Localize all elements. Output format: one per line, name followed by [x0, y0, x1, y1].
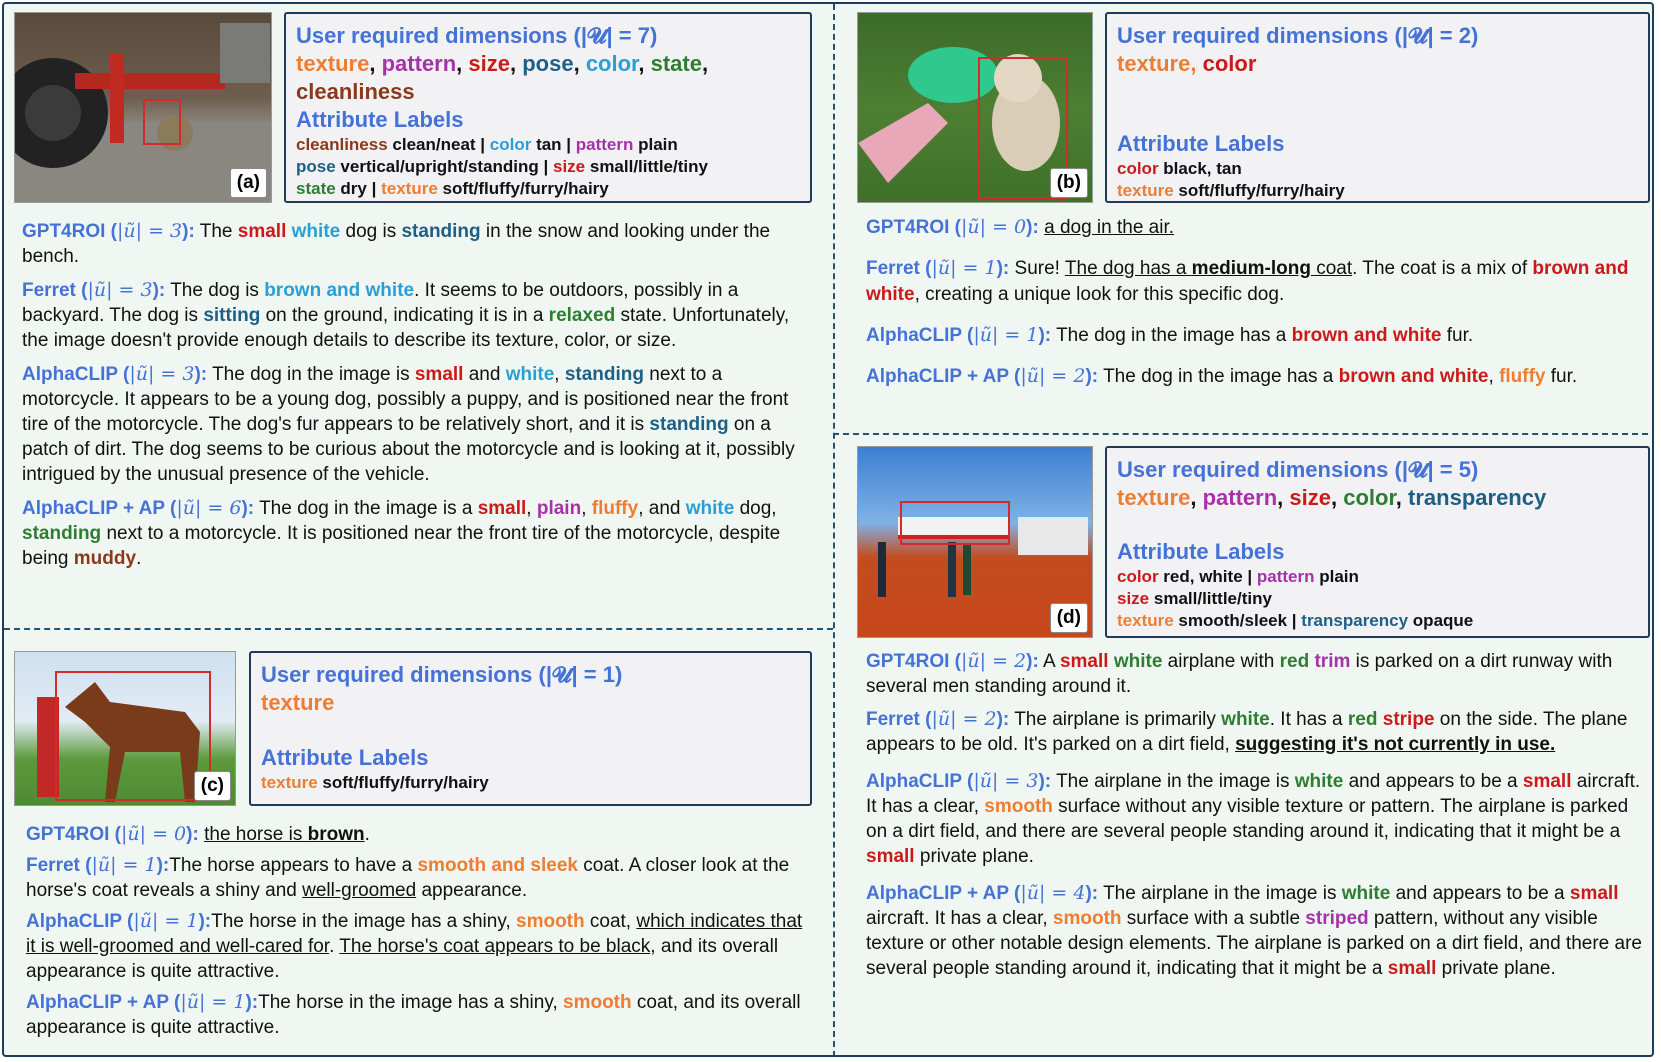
response-alphaclip-ap: AlphaCLIP + AP (|ũ| = 1):The horse in the image has a shiny, smooth coat, and its overall appearance is quite attractive.: [26, 991, 801, 1038]
bounding-box: [55, 671, 211, 801]
attr-line: pose vertical/upright/standing | size small/little/tiny: [296, 157, 708, 176]
responses-b: [866, 214, 1644, 399]
response-gpt4roi: GPT4ROI (|ũ| = 2): A small white airplane with red trim is parked on a dirt runway with several men standing around it.: [866, 650, 1613, 697]
panel-label-b: (b): [1050, 168, 1088, 198]
response-ferret: Ferret (|ũ| = 2): The airplane is primarily white. It has a red stripe on the side. The plane appears to be old. It's parked on a dirt field, suggesting it's not currently in use.: [866, 708, 1628, 755]
urd-heading: User required dimensions (|𝓤| = 7): [296, 23, 658, 48]
panel-label-c: (c): [194, 771, 231, 801]
bounding-box: [900, 501, 1010, 545]
attr-heading: Attribute Labels: [261, 745, 429, 770]
info-box-d: [1105, 446, 1650, 638]
responses-d: [866, 649, 1644, 990]
horizontal-divider-right: [833, 433, 1654, 435]
panel-label-a: (a): [230, 168, 267, 198]
response-ferret: Ferret (|ũ| = 3): The dog is brown and white. It seems to be outdoors, possibly in a backyard. The dog is sitting on the ground, indicating it is in a relaxed state. Unfortunately, the image doesn't provide enough details to describe its texture, color, or size.: [22, 279, 790, 351]
attr-line: color black, tan: [1117, 159, 1242, 178]
info-box-a: [284, 12, 812, 203]
attr-line: color red, white | pattern plain: [1117, 567, 1359, 586]
responses-c: [26, 822, 816, 1049]
response-ferret: Ferret (|ũ| = 1): Sure! The dog has a medium-long coat. The coat is a mix of brown and white, creating a unique look for this specific dog.: [866, 257, 1629, 305]
response-alphaclip: AlphaCLIP (|ũ| = 1):The horse in the image has a shiny, smooth coat, which indicates that it is well-groomed and well-cared for. The horse's coat appears to be black, and its overall appearance is quite attractive.: [26, 910, 803, 982]
attr-line: texture soft/fluffy/furry/hairy: [1117, 181, 1345, 200]
dims-list: texture, color: [1117, 51, 1257, 76]
response-alphaclip-ap: AlphaCLIP + AP (|ũ| = 4): The airplane in the image is white and appears to be a small aircraft. It has a clear, smooth surface with a subtle striped pattern, without any visible texture or other notable design elements. The airplane is parked on a dirt field, and there are several people standing around it, indicating that it might be a small private plane.: [866, 882, 1642, 979]
response-alphaclip-ap: AlphaCLIP + AP (|ũ| = 6): The dog in the image is a small, plain, fluffy, and white dog, standing next to a motorcycle. It is positioned near the front tire of the motorcycle, despite being muddy.: [22, 497, 781, 569]
dims-list: texture, pattern, size, pose, color, state, cleanliness: [296, 51, 709, 104]
urd-heading: User required dimensions (|𝓤| = 1): [261, 662, 623, 687]
photo-dog-frisbee: [857, 12, 1093, 203]
horizontal-divider-left: [4, 628, 833, 630]
dims-list: texture, pattern, size, color, transparency: [1117, 485, 1547, 510]
response-gpt4roi: GPT4ROI (|ũ| = 0): a dog in the air.: [866, 216, 1175, 238]
panel-label-d: (d): [1050, 603, 1088, 633]
info-box-c: [249, 651, 812, 806]
bounding-box: [143, 99, 181, 145]
info-box-b: [1105, 12, 1650, 203]
attr-line: state dry | texture soft/fluffy/furry/hairy: [296, 179, 609, 198]
photo-dog-motorcycle: [14, 12, 272, 203]
photo-horse: [14, 651, 236, 806]
response-alphaclip: AlphaCLIP (|ũ| = 3): The dog in the image is small and white, standing next to a motorcycle. It appears to be a young dog, possibly a puppy, and is positioned near the front tire of the motorcycle. The dog's fur appears to be relatively short, and it is standing on a patch of dirt. The dog seems to be curious about the motorcycle and is looking at it, possibly intrigued by the unusual presence of the vehicle.: [22, 363, 795, 485]
response-ferret: Ferret (|ũ| = 1):The horse appears to have a smooth and sleek coat. A closer look at the horse's coat reveals a shiny and well-groomed appearance.: [26, 854, 790, 901]
response-alphaclip: AlphaCLIP (|ũ| = 1): The dog in the image has a brown and white fur.: [866, 324, 1474, 346]
attr-line: cleanliness clean/neat | color tan | pattern plain: [296, 135, 678, 154]
response-alphaclip-ap: AlphaCLIP + AP (|ũ| = 2): The dog in the image has a brown and white, fluffy fur.: [866, 365, 1578, 387]
dims-list: texture: [261, 690, 335, 715]
attr-line: texture soft/fluffy/furry/hairy: [261, 773, 489, 792]
response-gpt4roi: GPT4ROI (|ũ| = 3): The small white dog is standing in the snow and looking under the bench.: [22, 220, 771, 267]
urd-heading: User required dimensions (|𝓤| = 2): [1117, 23, 1479, 48]
attr-line: size small/little/tiny: [1117, 589, 1272, 608]
urd-heading: User required dimensions (|𝓤| = 5): [1117, 457, 1479, 482]
attr-heading: Attribute Labels: [296, 107, 464, 132]
photo-airplane: [857, 446, 1093, 638]
response-alphaclip: AlphaCLIP (|ũ| = 3): The airplane in the image is white and appears to be a small aircraft. It has a clear, smooth surface without any visible texture or pattern. The airplane is parked on a dirt field, and there are several people standing around it, indicating that it might be a small private plane.: [866, 770, 1641, 867]
response-gpt4roi: GPT4ROI (|ũ| = 0): the horse is brown.: [26, 823, 370, 845]
figure: [2, 2, 1654, 1057]
attr-line: texture smooth/sleek | transparency opaque: [1117, 611, 1474, 630]
responses-a: [22, 219, 812, 580]
vertical-divider-top: [833, 4, 835, 1057]
attr-heading: Attribute Labels: [1117, 131, 1285, 156]
attr-heading: Attribute Labels: [1117, 539, 1285, 564]
